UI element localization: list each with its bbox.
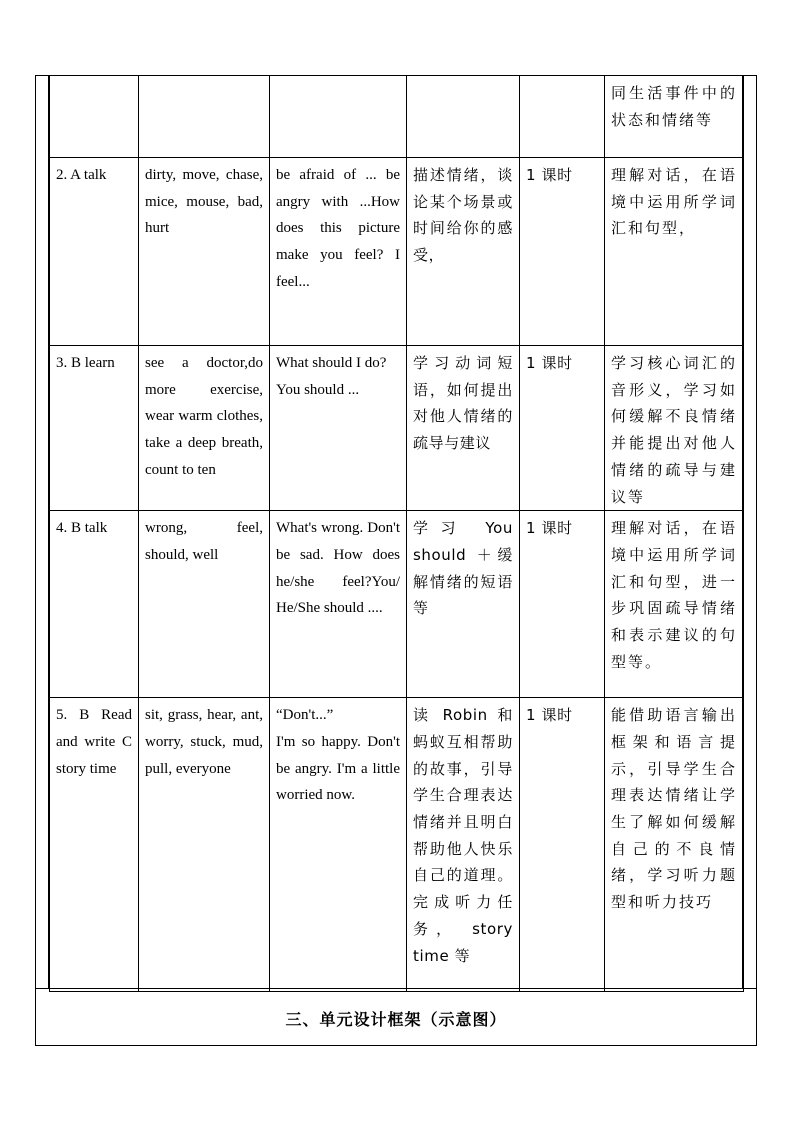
lesson-cell: 5. B Read and write C story time xyxy=(50,698,139,992)
words-cell: see a doctor,do more exercise, wear warm clothes, take a deep breath, count to ten xyxy=(139,346,270,511)
hours-cell xyxy=(520,76,605,158)
content-cell: 读 Robin 和蚂蚁互相帮助的故事，引导学生合理表达情绪并且明白帮助他人快乐自己的道理。完成听力任务， story time 等 xyxy=(407,698,520,992)
hours-cell: 1 课时 xyxy=(520,346,605,511)
section-title-row xyxy=(36,988,756,1047)
words-cell xyxy=(139,76,270,158)
goals-cell: 理解对话，在语境中运用所学词汇和句型，进一步巩固疏导情绪和表示建议的句型等。 xyxy=(605,511,744,698)
table-row xyxy=(50,511,744,698)
table-row xyxy=(50,158,744,346)
content-cell: 描述情绪，谈论某个场景或时间给你的感受， xyxy=(407,158,520,346)
words-cell: sit, grass, hear, ant, worry, stuck, mud, pull, everyone xyxy=(139,698,270,992)
lesson-plan-table xyxy=(49,75,744,992)
content-cell: 学习动词短语，如何提出对他人情绪的疏导与建议 xyxy=(407,346,520,511)
table-row xyxy=(50,698,744,992)
table-row xyxy=(50,76,744,158)
table-row xyxy=(50,346,744,511)
sentences-cell: What's wrong. Don't be sad. How does he/she feel?You/ He/She should .... xyxy=(270,511,407,698)
outer-frame xyxy=(35,75,757,1046)
lesson-cell: 3. B learn xyxy=(50,346,139,511)
goals-cell: 能借助语言输出框架和语言提示，引导学生合理表达情绪让学生了解如何缓解自己的不良情绪，学习听力题型和听力技巧 xyxy=(605,698,744,992)
goals-cell: 同生活事件中的状态和情绪等 xyxy=(605,76,744,158)
lesson-cell: 4. B talk xyxy=(50,511,139,698)
section-title: 三、单元设计框架（示意图） xyxy=(285,1009,507,1029)
sentences-cell: be afraid of ... be angry with ...How does this picture make you feel? I feel... xyxy=(270,158,407,346)
lesson-cell: 2. A talk xyxy=(50,158,139,346)
goals-cell: 学习核心词汇的音形义，学习如何缓解不良情绪并能提出对他人情绪的疏导与建议等 xyxy=(605,346,744,511)
content-cell xyxy=(407,76,520,158)
sentences-cell: “Don't...” I'm so happy. Don't be angry. I'm a little worried now. xyxy=(270,698,407,992)
hours-cell: 1 课时 xyxy=(520,698,605,992)
content-cell: 学习 You should ＋缓解情绪的短语等 xyxy=(407,511,520,698)
goals-cell: 理解对话，在语境中运用所学词汇和句型， xyxy=(605,158,744,346)
words-cell: wrong, feel, should, well xyxy=(139,511,270,698)
sentences-cell xyxy=(270,76,407,158)
hours-cell: 1 课时 xyxy=(520,511,605,698)
hours-cell: 1 课时 xyxy=(520,158,605,346)
sentences-cell: What should I do? You should ... xyxy=(270,346,407,511)
words-cell: dirty, move, chase, mice, mouse, bad, hurt xyxy=(139,158,270,346)
lesson-cell xyxy=(50,76,139,158)
